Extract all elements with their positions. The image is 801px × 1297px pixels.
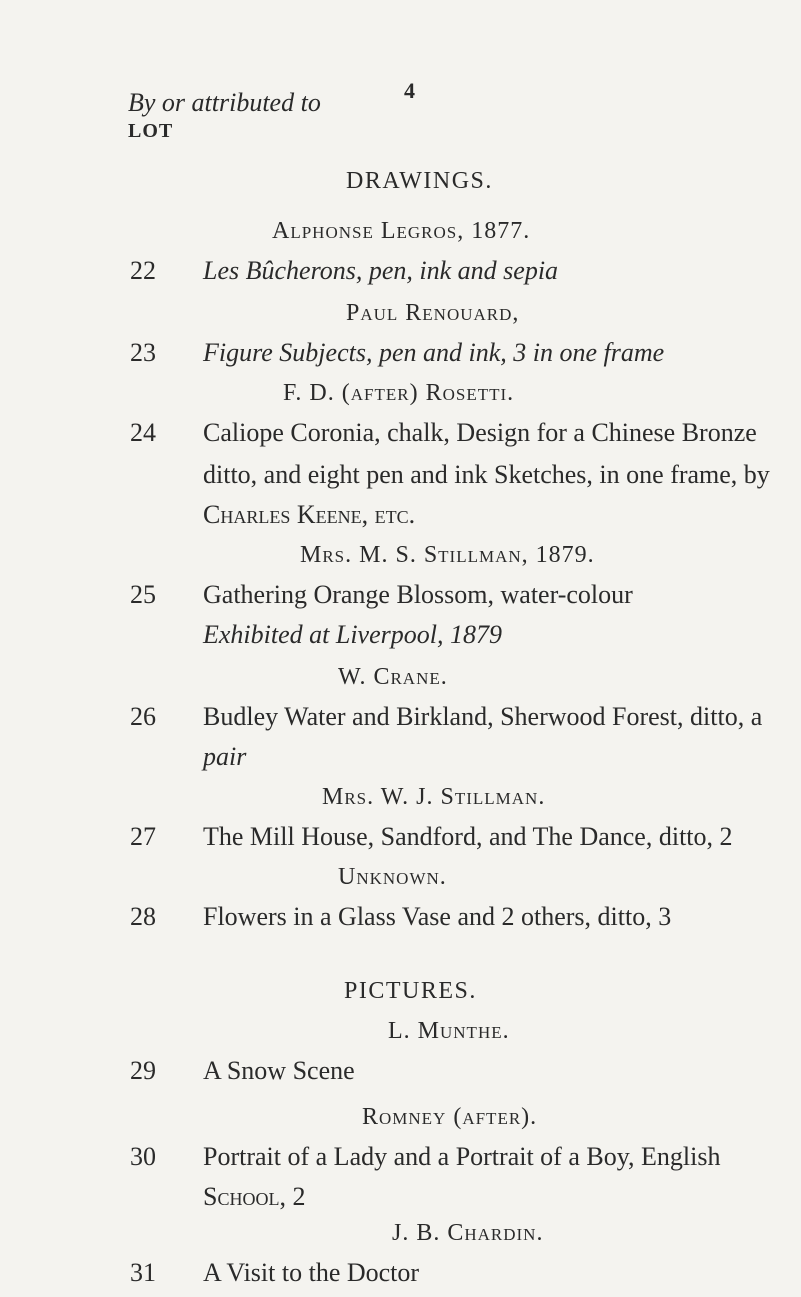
lot-description: Portrait of a Lady and a Portrait of a Boy, English	[203, 1142, 721, 1171]
lot-description: The Mill House, Sandford, and The Dance, ditto, 2	[203, 822, 733, 851]
lot-number: 23	[130, 338, 156, 367]
lot-description: Gathering Orange Blossom, water-colour	[203, 580, 633, 609]
lot-description-cont: School, 2	[203, 1182, 306, 1211]
lot-number: 28	[130, 902, 156, 931]
lot-number: 24	[130, 418, 156, 447]
lot-description: Flowers in a Glass Vase and 2 others, ditto, 3	[203, 902, 672, 931]
artist-heading: W. Crane.	[338, 664, 448, 690]
lot-number: 25	[130, 580, 156, 609]
lot-column-label: LOT	[128, 120, 174, 142]
lot-description-cont: Charles Keene, etc.	[203, 500, 416, 529]
lot-description-cont: pair	[203, 742, 247, 771]
page-header: By or attributed to	[128, 88, 321, 117]
artist-heading: Romney (after).	[362, 1104, 538, 1130]
lot-number: 29	[130, 1056, 156, 1085]
artist-heading: Paul Renouard,	[346, 300, 520, 326]
artist-heading: Mrs. W. J. Stillman.	[322, 784, 546, 810]
lot-number: 30	[130, 1142, 156, 1171]
artist-heading: Mrs. M. S. Stillman, 1879.	[300, 542, 595, 568]
lot-number: 27	[130, 822, 156, 851]
lot-number: 31	[130, 1258, 156, 1287]
lot-description: Les Bûcherons, pen, ink and sepia	[203, 256, 559, 285]
lot-description: Budley Water and Birkland, Sherwood Forest, ditto, a	[203, 702, 763, 731]
lot-description: Figure Subjects, pen and ink, 3 in one frame	[203, 338, 665, 367]
lot-number: 26	[130, 702, 156, 731]
section-title-drawings: DRAWINGS.	[346, 168, 493, 194]
lot-description: Caliope Coronia, chalk, Design for a Chinese Bronze	[203, 418, 757, 447]
page-number: 4	[404, 78, 415, 103]
artist-heading: J. B. Chardin.	[392, 1220, 544, 1246]
lot-description: A Snow Scene	[203, 1056, 355, 1085]
lot-description-cont: ditto, and eight pen and ink Sketches, in one frame, by	[203, 460, 770, 489]
section-title-pictures: PICTURES.	[344, 978, 477, 1004]
lot-number: 22	[130, 256, 156, 285]
artist-heading: F. D. (after) Rosetti.	[283, 380, 515, 406]
artist-heading: Alphonse Legros, 1877.	[272, 218, 531, 244]
lot-description: A Visit to the Doctor	[203, 1258, 420, 1287]
artist-heading: Unknown.	[338, 864, 447, 890]
lot-description-cont: Exhibited at Liverpool, 1879	[203, 620, 502, 649]
artist-heading: L. Munthe.	[388, 1018, 510, 1044]
